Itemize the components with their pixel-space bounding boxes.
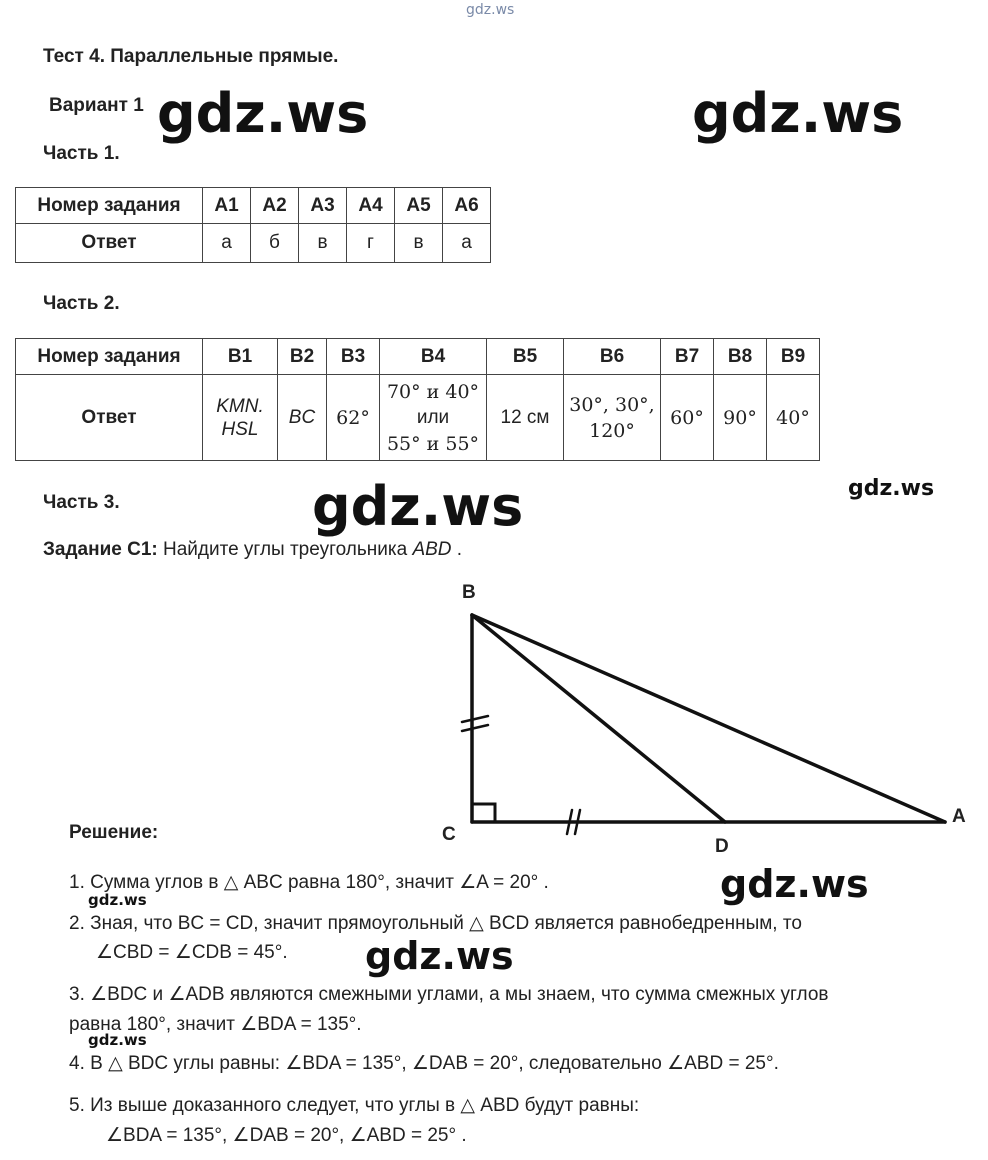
segment-bd bbox=[472, 615, 725, 822]
task-c1-text: Найдите углы треугольника bbox=[163, 539, 408, 560]
part2-answer-b3: 62° bbox=[327, 375, 380, 461]
solution-step-3a: 3. ∠BDC и ∠ADB являются смежными углами, а мы знаем, что сумма смежных углов bbox=[69, 984, 829, 1005]
vertex-label-c: C bbox=[442, 824, 456, 845]
task-c1-label: Задание С1: bbox=[43, 539, 158, 560]
part1-task-a3: A3 bbox=[299, 188, 347, 224]
part2-answer-label: Ответ bbox=[16, 375, 203, 461]
watermark-big-2: gdz.ws bbox=[692, 82, 904, 145]
vertex-label-b: B bbox=[462, 582, 476, 603]
part2-task-b6: B6 bbox=[564, 339, 661, 375]
part2-task-b3: B3 bbox=[327, 339, 380, 375]
part2-answer-b6-line2: 120° bbox=[589, 419, 635, 442]
part1-answer-a6: а bbox=[443, 224, 491, 263]
right-angle-mark bbox=[472, 804, 495, 822]
part1-task-a6: A6 bbox=[443, 188, 491, 224]
part2-answer-b2: BC bbox=[278, 375, 327, 461]
watermark-top: gdz.ws bbox=[466, 2, 515, 18]
solution-step-2b: ∠CBD = ∠CDB = 45°. bbox=[96, 942, 288, 963]
part2-heading: Часть 2. bbox=[43, 293, 120, 314]
watermark-big-1: gdz.ws bbox=[157, 82, 369, 145]
part2-answer-b7: 60° bbox=[661, 375, 714, 461]
watermark-mid-2: gdz.ws bbox=[365, 934, 514, 978]
part2-header-label: Номер задания bbox=[16, 339, 203, 375]
part2-task-b9: B9 bbox=[767, 339, 820, 375]
part2-task-b7: B7 bbox=[661, 339, 714, 375]
part2-answer-b1-line2: HSL bbox=[221, 418, 259, 440]
part2-answer-b5: 12 см bbox=[487, 375, 564, 461]
task-c1-end: . bbox=[456, 539, 463, 560]
vertex-label-a: A bbox=[952, 806, 966, 827]
part1-header-label: Номер задания bbox=[16, 188, 203, 224]
part1-answer-label: Ответ bbox=[16, 224, 203, 263]
part2-answer-b4-line3: 55° и 55° bbox=[386, 432, 480, 455]
page-title: Тест 4. Параллельные прямые. bbox=[43, 46, 339, 67]
solution-step-2a: 2. Зная, что BC = CD, значит прямоугольный △ BCD является равнобедренным, то bbox=[69, 913, 802, 934]
part1-answer-a2: б bbox=[251, 224, 299, 263]
watermark-big-3: gdz.ws bbox=[312, 475, 524, 538]
part2-answer-b4-line2: или bbox=[416, 406, 450, 428]
watermark-tiny-1: gdz.ws bbox=[88, 891, 147, 909]
task-c1-math: ABD bbox=[412, 539, 452, 560]
tick-bc-2 bbox=[462, 725, 488, 731]
solution-step-5a: 5. Из выше доказанного следует, что углы в △ ABD будут равны: bbox=[69, 1095, 640, 1116]
solution-step-4: 4. В △ BDC углы равны: ∠BDA = 135°, ∠DAB = 20°, следовательно ∠ABD = 25°. bbox=[69, 1053, 779, 1074]
tick-bc-1 bbox=[462, 716, 488, 722]
part2-answer-b1-line1: KMN. bbox=[216, 395, 264, 417]
part1-task-a4: A4 bbox=[347, 188, 395, 224]
vertex-label-d: D bbox=[715, 836, 729, 857]
part1-heading: Часть 1. bbox=[43, 143, 120, 164]
part1-answer-a3: в bbox=[299, 224, 347, 263]
part2-answer-b8: 90° bbox=[714, 375, 767, 461]
solution-step-3b: равна 180°, значит ∠BDA = 135°. bbox=[69, 1014, 362, 1035]
part2-task-b1: B1 bbox=[203, 339, 278, 375]
variant-label: Вариант 1 bbox=[49, 95, 144, 116]
part2-answer-b4-line1: 70° и 40° bbox=[386, 380, 480, 403]
part3-heading: Часть 3. bbox=[43, 492, 120, 513]
solution-step-5b: ∠BDA = 135°, ∠DAB = 20°, ∠ABD = 25° . bbox=[106, 1125, 467, 1146]
part2-answer-b6-line1: 30°, 30°, bbox=[569, 393, 655, 416]
solution-heading: Решение: bbox=[69, 822, 159, 843]
part2-task-b2: B2 bbox=[278, 339, 327, 375]
watermark-tiny-2: gdz.ws bbox=[88, 1031, 147, 1049]
part1-answer-a5: в bbox=[395, 224, 443, 263]
part2-answer-b9: 40° bbox=[767, 375, 820, 461]
part2-task-b5: B5 bbox=[487, 339, 564, 375]
part1-answer-a4: г bbox=[347, 224, 395, 263]
part2-task-b8: B8 bbox=[714, 339, 767, 375]
solution-step-1: 1. Сумма углов в △ ABC равна 180°, значит ∠A = 20° . bbox=[69, 872, 549, 893]
segment-ba bbox=[472, 615, 945, 822]
part2-task-b4: B4 bbox=[380, 339, 487, 375]
watermark-small-1: gdz.ws bbox=[848, 476, 935, 501]
part1-task-a2: A2 bbox=[251, 188, 299, 224]
part1-task-a1: A1 bbox=[203, 188, 251, 224]
watermark-mid-1: gdz.ws bbox=[720, 862, 869, 906]
part1-task-a5: A5 bbox=[395, 188, 443, 224]
part1-answer-a1: а bbox=[203, 224, 251, 263]
